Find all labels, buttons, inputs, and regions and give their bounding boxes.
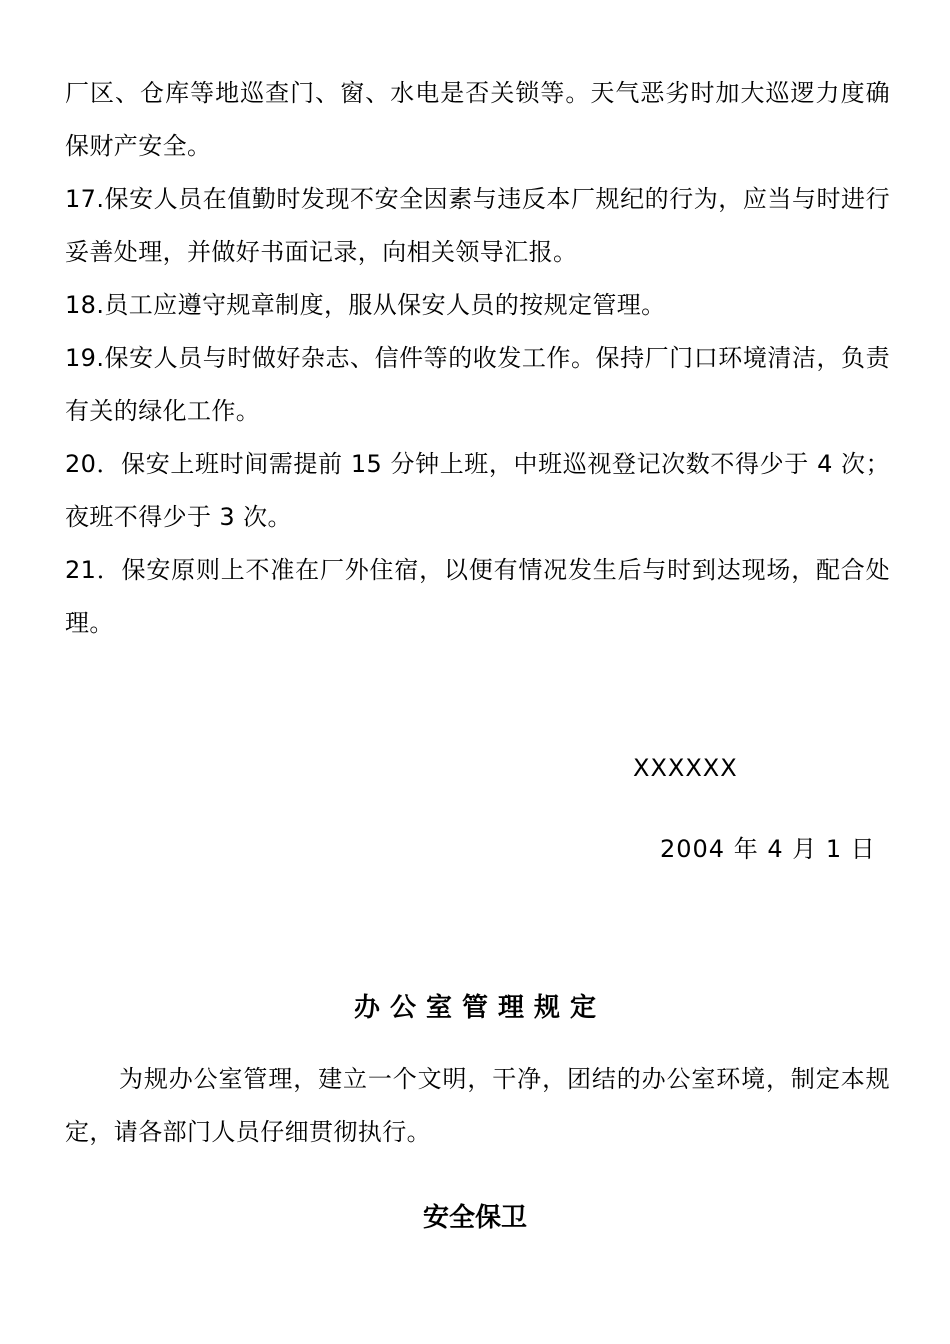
paragraph-item-19: 19.保安人员与时做好杂志、信件等的收发工作。保持厂门口环境清洁，负责有关的绿化工作。	[65, 344, 890, 425]
paragraph-item-21: 21．保安原则上不准在厂外住宿，以便有情况发生后与时到达现场，配合处理。	[65, 556, 890, 637]
signature-date: 2004 年 4 月 1 日	[660, 835, 876, 863]
paragraph-item-20: 20．保安上班时间需提前 15 分钟上班，中班巡视登记次数不得少于 4 次；夜班不得少于 3 次。	[65, 450, 890, 531]
signature-name: XXXXXX	[633, 754, 738, 782]
subsection-title: 安全保卫	[422, 1203, 527, 1233]
paragraph-item-17: 17.保安人员在值勤时发现不安全因素与违反本厂规纪的行为，应当与时进行妥善处理，并做好书面记录，向相关领导汇报。	[65, 185, 890, 266]
paragraph-continued: 厂区、仓库等地巡查门、窗、水电是否关锁等。天气恶劣时加大巡逻力度确保财产安全。	[65, 79, 890, 160]
intro-paragraph: 为规办公室管理，建立一个文明，干净，团结的办公室环境，制定本规定，请各部门人员仔细贯彻执行。	[65, 1065, 890, 1146]
paragraph-item-18: 18.员工应遵守规章制度，服从保安人员的按规定管理。	[65, 291, 666, 319]
section-title: 办公室管理规定	[353, 993, 606, 1023]
